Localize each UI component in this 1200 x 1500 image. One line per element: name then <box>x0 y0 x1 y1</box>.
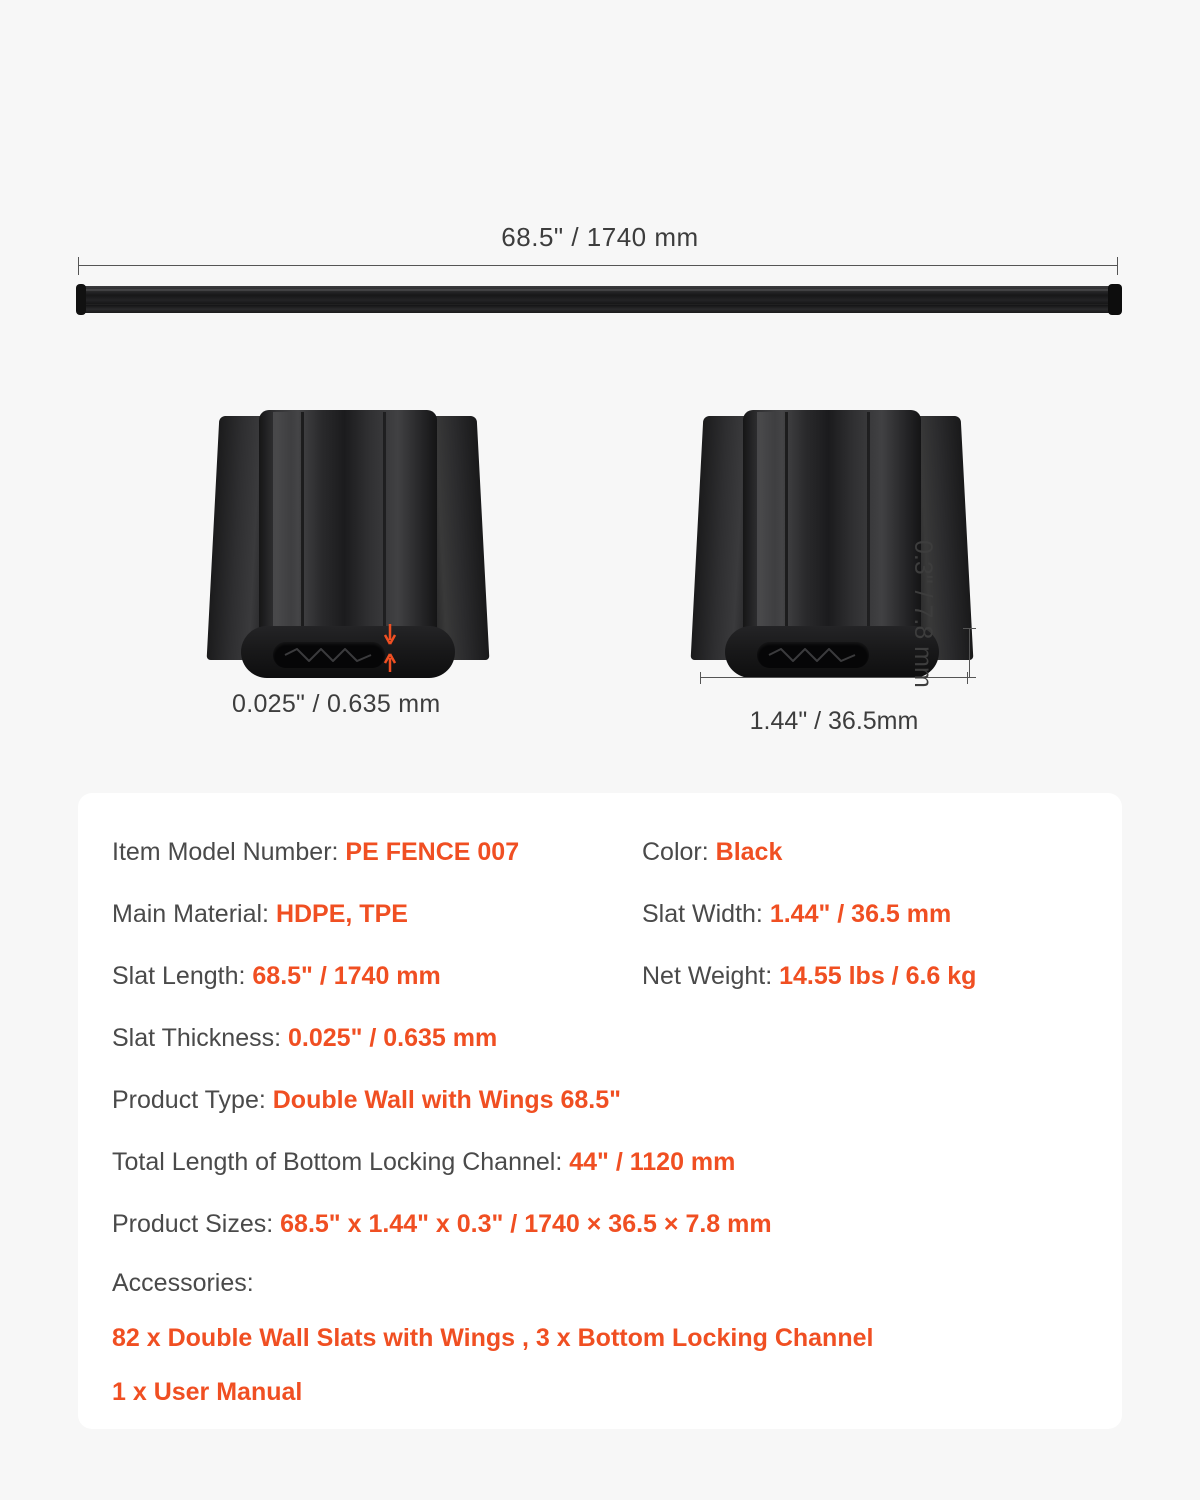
spec-color <box>642 821 1092 883</box>
spec-key: Slat Length: <box>112 962 246 990</box>
spec-value: 68.5" x 1.44" x 0.3" / 1740 × 36.5 × 7.8 mm <box>280 1210 772 1238</box>
height-cap-bottom <box>963 677 976 678</box>
spec-key: Item Model Number: <box>112 838 339 866</box>
spec-row <box>112 1069 1092 1131</box>
spec-key: Total Length of Bottom Locking Channel: <box>112 1148 563 1176</box>
overall-length-dimension-line <box>78 265 1118 266</box>
spec-key: Slat Thickness: <box>112 1024 282 1052</box>
height-cap-top <box>963 628 976 629</box>
width-label: 1.44" / 36.5mm <box>749 707 919 735</box>
spec-key: Color: <box>642 838 709 866</box>
overall-length-label: 68.5" / 1740 mm <box>501 222 699 252</box>
spec-key: Net Weight: <box>642 962 773 990</box>
slat-groove-1 <box>301 412 304 650</box>
slat-hollow-channel-right <box>757 642 869 668</box>
slat-sheen <box>757 412 775 648</box>
slat-end-cap-right <box>1108 284 1122 315</box>
spec-row <box>112 1007 1092 1069</box>
accessories-label: Accessories: <box>112 1269 254 1297</box>
spec-key: Main Material: <box>112 900 269 928</box>
slat-end-cap-left <box>76 284 86 315</box>
spec-value: 0.025" / 0.635 mm <box>288 1024 498 1052</box>
spec-row <box>112 883 1092 945</box>
profile-views <box>0 395 1200 775</box>
slat-profile-left-image <box>213 410 483 670</box>
spec-value: 68.5" / 1740 mm <box>252 962 441 990</box>
fence-slat-full-length-image <box>78 282 1120 318</box>
slat-internal-web-icon <box>283 648 375 662</box>
spec-product-type <box>112 1069 1092 1131</box>
spec-key: Slat Width: <box>642 900 763 928</box>
spec-net-weight <box>642 945 1092 1007</box>
slat-groove-2 <box>867 412 870 650</box>
dimension-cap-left <box>78 257 79 275</box>
thickness-label: 0.025" / 0.635 mm <box>232 690 441 718</box>
slat-groove-1 <box>785 412 788 650</box>
spec-product-sizes <box>112 1193 1092 1255</box>
spec-row <box>112 1193 1092 1255</box>
slat-highlight-bottom <box>78 304 1120 305</box>
spec-value: HDPE, TPE <box>275 900 408 928</box>
slat-internal-web-icon <box>767 648 859 662</box>
slat-sheen <box>273 412 291 648</box>
width-cap-left <box>700 672 701 684</box>
dimension-cap-right <box>1117 257 1118 275</box>
slat-highlight-top <box>78 289 1120 291</box>
spec-slat-thickness <box>112 1007 1092 1069</box>
accessories-line-1: 82 x Double Wall Slats with Wings , 3 x Bottom Locking Channel <box>112 1324 874 1352</box>
slat-groove-2 <box>383 412 386 650</box>
spec-key: Product Sizes: <box>112 1210 274 1238</box>
accessories-line-2: 1 x User Manual <box>112 1378 303 1406</box>
slat-hollow-channel-left <box>273 642 385 668</box>
spec-key: Product Type: <box>112 1086 266 1114</box>
spec-slat-width <box>642 883 1092 945</box>
spec-row <box>112 1131 1092 1193</box>
spec-value: Double Wall with Wings 68.5" <box>272 1086 621 1114</box>
spec-main-material <box>112 883 642 945</box>
height-label: 0.3" / 7.8 mm <box>909 540 937 688</box>
spec-item-model-number <box>112 821 642 883</box>
spec-slat-length <box>112 945 642 1007</box>
spec-value: PE FENCE 007 <box>345 838 520 866</box>
spec-value: 44" / 1120 mm <box>569 1148 736 1176</box>
specification-table <box>112 821 1092 1419</box>
spec-value: 1.44" / 36.5 mm <box>769 900 952 928</box>
overall-length-diagram <box>0 0 1200 380</box>
specification-card <box>78 793 1122 1429</box>
spec-value: 14.55 lbs / 6.6 kg <box>779 962 977 990</box>
slat-profile-left-body <box>213 410 483 660</box>
thickness-arrow-icon <box>384 620 396 676</box>
height-line <box>969 628 970 678</box>
spec-row <box>112 945 1092 1007</box>
height-dimension-line <box>963 628 975 678</box>
spec-value: Black <box>715 838 783 866</box>
spec-row <box>112 821 1092 883</box>
spec-bottom-locking-channel-length <box>112 1131 1092 1193</box>
